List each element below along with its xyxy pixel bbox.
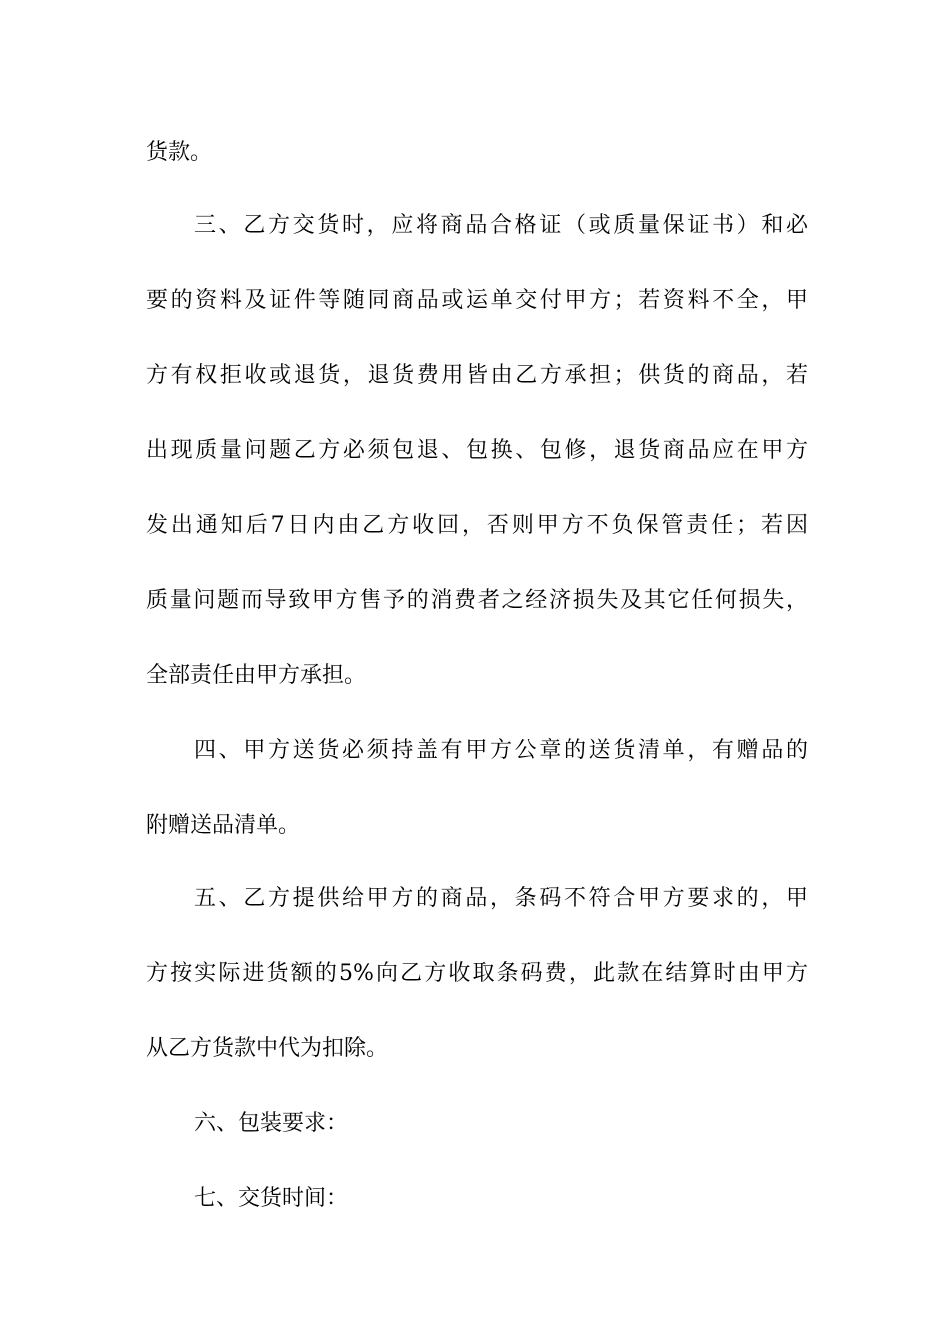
clause-5-line: 五、乙方提供给甲方的商品，条码不符合甲方要求的，甲 bbox=[194, 886, 808, 911]
text-line: 货款。 bbox=[146, 140, 213, 165]
clause-4-line: 四、甲方送货必须持盖有甲方公章的送货清单，有赠品的 bbox=[194, 738, 808, 763]
clause-4-line: 附赠送品清单。 bbox=[146, 813, 301, 838]
clause-6-heading: 六、包装要求： bbox=[194, 1111, 349, 1136]
clause-3-line: 发出通知后7日内由乙方收回，否则甲方不负保管责任；若因 bbox=[146, 513, 808, 538]
clause-7-heading: 七、交货时间： bbox=[194, 1186, 349, 1211]
clause-3-line: 全部责任由甲方承担。 bbox=[146, 663, 367, 688]
clause-5-line: 从乙方货款中代为扣除。 bbox=[146, 1036, 389, 1061]
clause-3-line: 三、乙方交货时，应将商品合格证（或质量保证书）和必 bbox=[194, 213, 808, 238]
clause-3-line: 质量问题而导致甲方售予的消费者之经济损失及其它任何损失， bbox=[146, 588, 808, 613]
clause-3-line: 出现质量问题乙方必须包退、包换、包修，退货商品应在甲方 bbox=[146, 438, 808, 463]
clause-3-line: 要的资料及证件等随同商品或运单交付甲方；若资料不全，甲 bbox=[146, 288, 808, 313]
clause-5-line: 方按实际进货额的5%向乙方收取条码费，此款在结算时由甲方 bbox=[146, 961, 808, 986]
clause-3-line: 方有权拒收或退货，退货费用皆由乙方承担；供货的商品，若 bbox=[146, 363, 808, 388]
